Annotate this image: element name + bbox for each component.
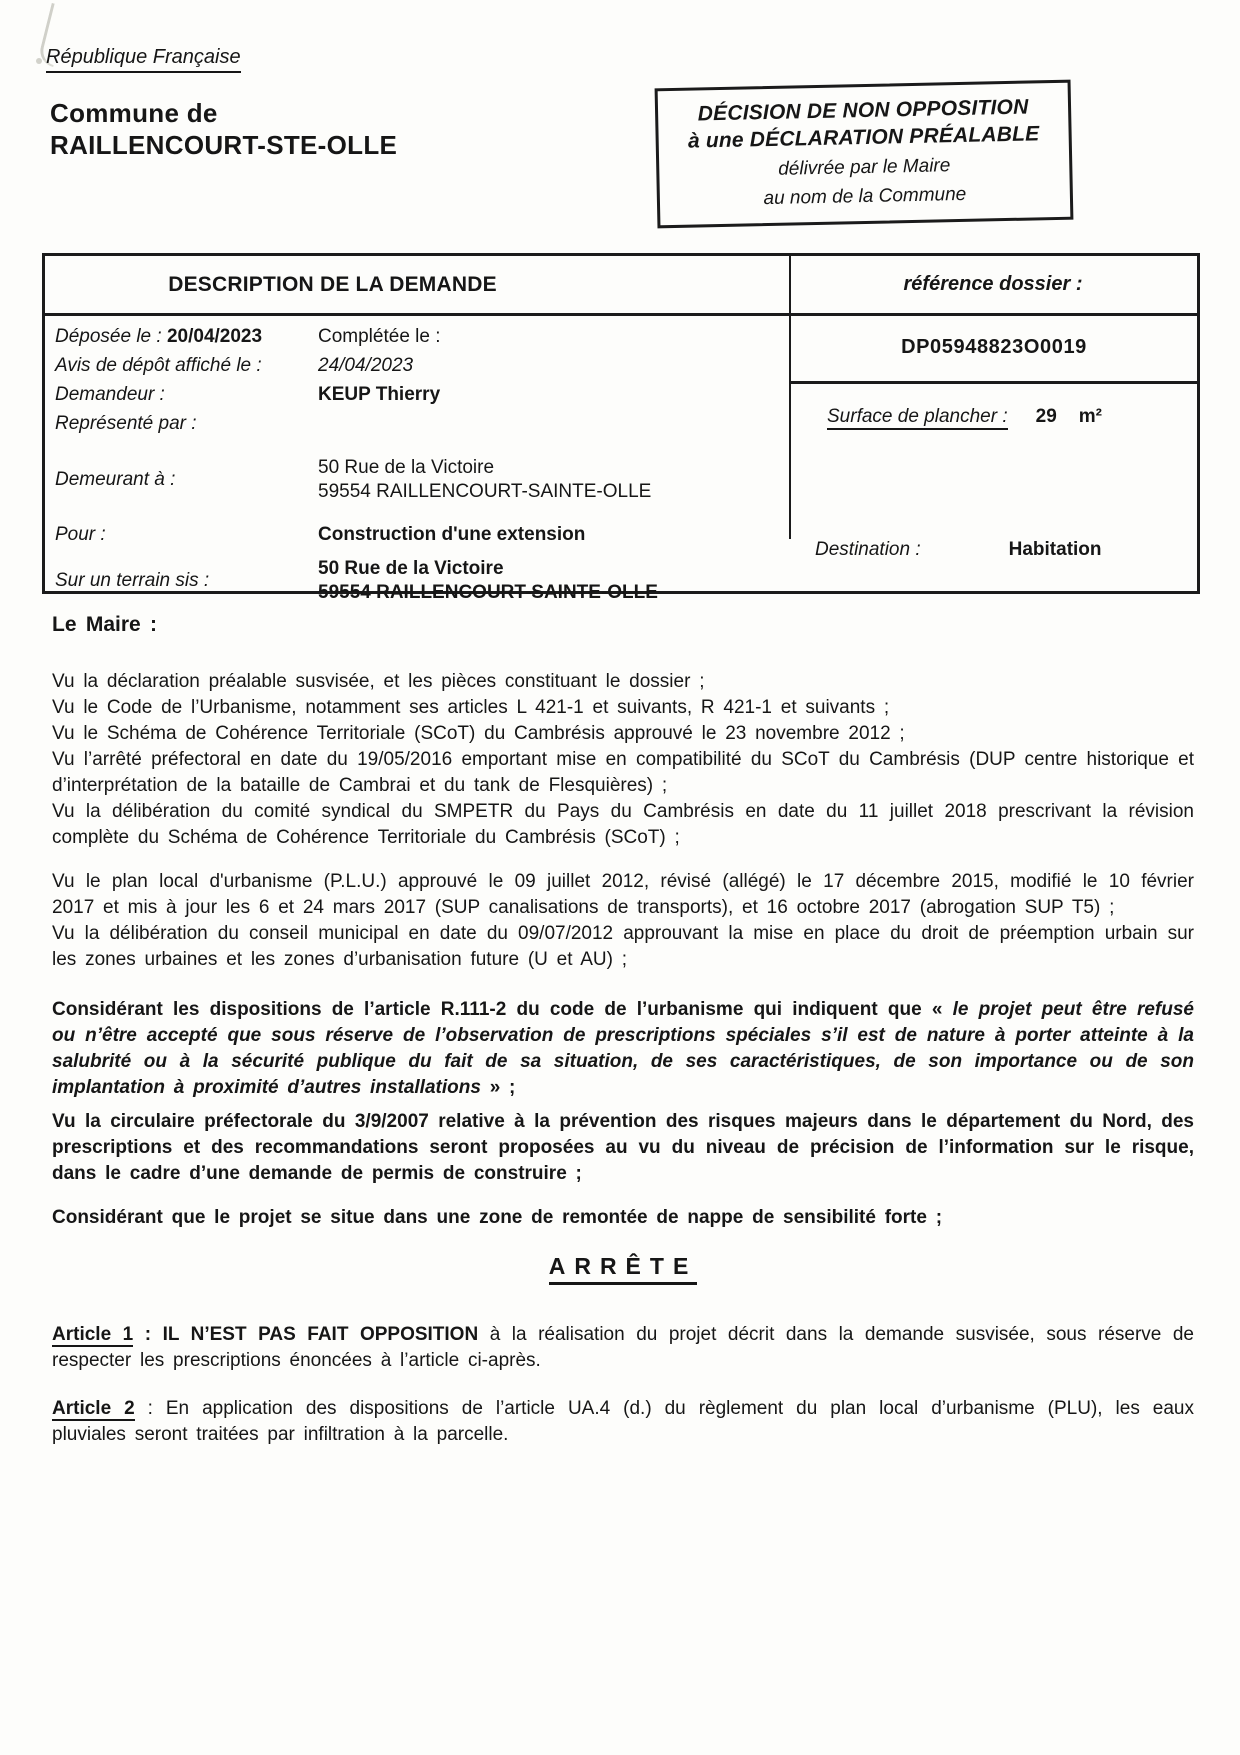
row-notice bbox=[55, 351, 779, 380]
residing-address bbox=[318, 454, 651, 504]
recital-vu2: Vu le Code de l’Urbanisme, notamment ses articles L 421-1 et suivants, R 421-1 et suivants ; bbox=[52, 697, 890, 718]
applicant-value: KEUP Thierry bbox=[318, 384, 441, 405]
floor-area-label: Surface de plancher : bbox=[827, 406, 1008, 430]
row-deposited bbox=[55, 322, 779, 351]
scan-artifact-dot bbox=[36, 58, 42, 64]
article1-emphasis: IL N’EST PAS FAIT OPPOSITION bbox=[162, 1324, 479, 1345]
article-2 bbox=[52, 1396, 1194, 1448]
recital-circulaire: Vu la circulaire préfectorale du 3/9/2007 relative à la prévention des risques majeurs dans le département du Nord, des prescriptions et des recommandations seront proposées au vu du niveau de précision de l’information sur le risque, dans le cadre d’une demande de permis de construire ; bbox=[52, 1111, 1194, 1184]
floor-area-unit: m² bbox=[1078, 406, 1102, 427]
recital-vu6: Vu le plan local d'urbanisme (P.L.U.) approuvé le 09 juillet 2012, révisé (allégé) le 17 décembre 2015, modifié le 10 février 2017 et mis à jour les 6 et 24 mars 2017 (SUP canalisations de transports), et 16 octobre 2017 (abrogation SUP T5) ; bbox=[52, 871, 1194, 918]
destination-label: Destination : bbox=[815, 539, 921, 560]
deposited-label: Déposée le : bbox=[55, 326, 162, 347]
site-label: Sur un terrain sis : bbox=[55, 569, 210, 591]
residing-line2: 59554 RAILLENCOURT-SAINTE-OLLE bbox=[318, 481, 652, 502]
for-label: Pour : bbox=[55, 524, 106, 545]
article1-label: Article 1 bbox=[52, 1324, 134, 1345]
floor-area-value: 29 bbox=[1035, 406, 1057, 427]
decision-title-line1: DÉCISION DE NON OPPOSITION bbox=[697, 95, 1029, 126]
commune-line2: RAILLENCOURT-STE-OLLE bbox=[50, 130, 398, 160]
document-body bbox=[52, 612, 1194, 1448]
decision-title-line2: à une DÉCLARATION PRÉALABLE bbox=[687, 122, 1040, 153]
row-site bbox=[55, 555, 779, 605]
site-line1: 50 Rue de la Victoire bbox=[318, 558, 504, 579]
recital-considerant2: Considérant que le projet se situe dans une zone de remontée de nappe de sensibilité forte ; bbox=[52, 1207, 943, 1228]
completed-label: Complétée le : bbox=[318, 326, 441, 347]
decision-title-box bbox=[655, 80, 1074, 229]
row-applicant bbox=[55, 380, 779, 409]
article1-sep: : bbox=[133, 1324, 163, 1345]
commune-line1: Commune de bbox=[50, 98, 218, 128]
destination-row bbox=[791, 539, 1221, 561]
considerant1-intro: Considérant les dispositions de l’article R.111-2 du code de l’urbanisme qui indiquent que « bbox=[52, 999, 953, 1020]
table-header-reference: référence dossier : bbox=[903, 273, 1083, 295]
recital-vu4: Vu l’arrêté préfectoral en date du 19/05/2016 emportant mise en compatibilité du SCoT du Cambrésis (DUP centre historique et d’interprétation de la bataille de Cambrai et du tank de Flesquières) ; bbox=[52, 749, 1194, 796]
decision-subtitle-line2: au nom de la Commune bbox=[763, 183, 967, 210]
residing-line1: 50 Rue de la Victoire bbox=[318, 457, 495, 478]
recital-considerant1 bbox=[52, 997, 1194, 1101]
reference-number: DP05948823O0019 bbox=[791, 313, 1197, 384]
article2-label: Article 2 bbox=[52, 1398, 135, 1419]
request-description-table bbox=[42, 253, 1200, 603]
row-represented bbox=[55, 409, 779, 438]
republic-heading: République Française bbox=[46, 46, 241, 73]
mayor-heading: Le Maire : bbox=[52, 613, 158, 636]
destination-value: Habitation bbox=[1008, 539, 1102, 560]
table-header-description: DESCRIPTION DE LA DEMANDE bbox=[168, 272, 497, 296]
applicant-label: Demandeur : bbox=[55, 384, 165, 405]
recital-vu3: Vu le Schéma de Cohérence Territoriale (SCoT) du Cambrésis approuvé le 23 novembre 2012 ; bbox=[52, 723, 905, 744]
article-1 bbox=[52, 1322, 1194, 1374]
commune-heading bbox=[50, 97, 397, 161]
represented-label: Représenté par : bbox=[55, 413, 197, 434]
recital-vu7: Vu la délibération du conseil municipal en date du 09/07/2012 approuvant la mise en place du droit de préemption urbain sur les zones urbaines et les zones d’urbanisation future (U et AU) ; bbox=[52, 923, 1194, 970]
article1-rest: à la réalisation du projet décrit dans la demande susvisée, sous réserve de respecter les prescriptions énoncées à l’article ci-après. bbox=[52, 1324, 1194, 1371]
arrete-heading: ARRÊTE bbox=[52, 1253, 1194, 1282]
floor-area-row bbox=[791, 406, 1233, 428]
article2-text: : En application des dispositions de l’article UA.4 (d.) du règlement du plan local d’urbanisme (PLU), les eaux pluviales seront traitées par infiltration à la parcelle. bbox=[52, 1398, 1194, 1445]
residing-label: Demeurant à : bbox=[55, 468, 176, 490]
row-for bbox=[55, 520, 779, 549]
notice-label: Avis de dépôt affiché le : bbox=[55, 355, 262, 376]
decision-subtitle-line1: délivrée par le Maire bbox=[778, 155, 951, 180]
recital-vu1: Vu la déclaration préalable susvisée, et les pièces constituant le dossier ; bbox=[52, 671, 705, 692]
considerant1-quote: le projet peut être refusé ou n’être accepté que sous réserve de l’observation de prescriptions spéciales s’il est de nature à porter atteinte à la salubrité ou à la sécurité publique du fait de sa situation, de ses caractéristiques, de son importance ou de son implantation à proximité d’autres installations bbox=[52, 999, 1194, 1098]
row-residing bbox=[55, 454, 779, 504]
deposited-value: 20/04/2023 bbox=[166, 326, 263, 347]
recital-vu5: Vu la délibération du comité syndical du SMPETR du Pays du Cambrésis en date du 11 juillet 2018 prescrivant la révision complète du Schéma de Cohérence Territoriale du Cambrésis (SCoT) ; bbox=[52, 801, 1194, 848]
table-left-column bbox=[55, 322, 779, 605]
completed-value: 24/04/2023 bbox=[318, 355, 414, 376]
considerant1-close: » ; bbox=[480, 1077, 516, 1098]
site-address bbox=[318, 555, 658, 605]
for-value: Construction d'une extension bbox=[318, 524, 586, 545]
site-line2: 59554 RAILLENCOURT-SAINTE-OLLE bbox=[318, 582, 658, 603]
